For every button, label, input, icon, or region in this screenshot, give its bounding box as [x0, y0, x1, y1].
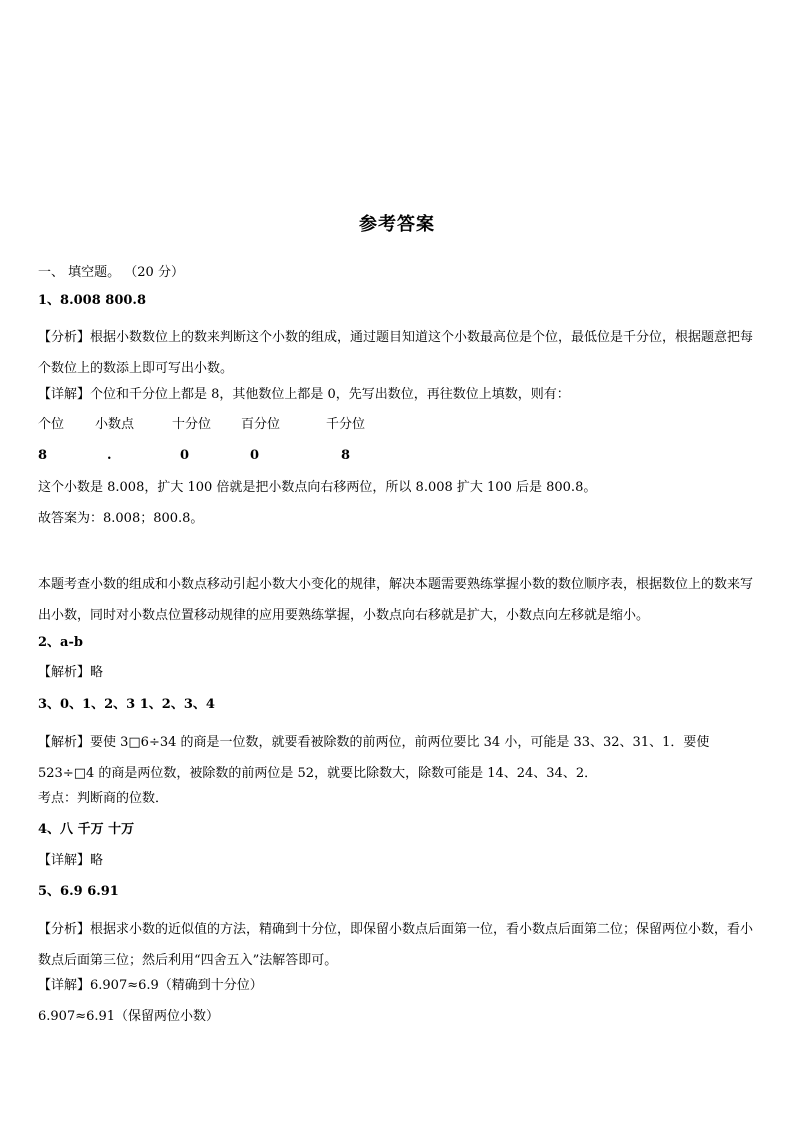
place-header: 个位	[38, 417, 65, 432]
q2-answer: 2、a-b	[38, 635, 83, 650]
place-value: 0	[250, 448, 260, 463]
q2-analysis: 【解析】略	[38, 665, 104, 680]
place-value: 0	[180, 448, 190, 463]
q3-analysis: 【解析】要使 3□6÷34 的商是一位数，就要看被除数的前两位，前两位要比 34 小，可能是 33、32、31、1．要使 523÷□4 的商是两位数，被除数的前两位是 52，就要比除数大，除数可能是 14、24、34、2．	[38, 735, 710, 781]
q1-summary: 本题考查小数的组成和小数点移动引起小数大小变化的规律，解决本题需要熟练掌握小数的数位顺序表，根据数位上的数来写出小数，同时对小数点位置移动规律的应用要熟练掌握，小数点向右移就是扩大，小数点向左移就是缩小。	[38, 577, 754, 623]
q5-answer: 5、6.9 6.91	[38, 884, 119, 899]
place-header: 小数点	[95, 417, 135, 432]
place-header: 十分位	[172, 417, 212, 432]
place-header: 千分位	[326, 417, 366, 432]
q3-answer: 3、0、1、2、3 1、2、3、4	[38, 697, 215, 712]
q1-detail: 【详解】个位和千分位上都是 8，其他数位上都是 0，先写出数位，再往数位上填数，则有：	[38, 387, 570, 402]
q1-answer: 1、8.008 800.8	[38, 293, 146, 308]
q4-detail: 【详解】略	[38, 853, 104, 868]
q5-detail: 【详解】6.907≈6.9（精确到十分位）	[38, 978, 263, 993]
q5-detail-2: 6.907≈6.91（保留两位小数）	[38, 1009, 220, 1024]
q3-point: 考点：判断商的位数．	[38, 791, 169, 806]
place-value: 8	[38, 448, 48, 463]
section-heading: 一、 填空题。 （20 分）	[38, 265, 184, 280]
place-value: .	[107, 448, 112, 463]
q4-answer: 4、八 千万 十万	[38, 822, 135, 837]
place-value: 8	[341, 448, 351, 463]
q1-final: 故答案为：8.008；800.8。	[38, 511, 204, 526]
place-header: 百分位	[241, 417, 281, 432]
q5-analysis: 【分析】根据求小数的近似值的方法，精确到十分位，即保留小数点后面第一位，看小数点后面第二位；保留两位小数，看小数点后面第三位；然后利用“四舍五入”法解答即可。	[38, 922, 754, 968]
q1-explain: 这个小数是 8.008，扩大 100 倍就是把小数点向右移两位，所以 8.008 扩大 100 后是 800.8。	[38, 480, 597, 495]
q1-analysis: 【分析】根据小数数位上的数来判断这个小数的组成，通过题目知道这个小数最高位是个位，最低位是千分位，根据题意把每个数位上的数添上即可写出小数。	[38, 330, 754, 376]
page-title: 参考答案	[359, 214, 435, 235]
